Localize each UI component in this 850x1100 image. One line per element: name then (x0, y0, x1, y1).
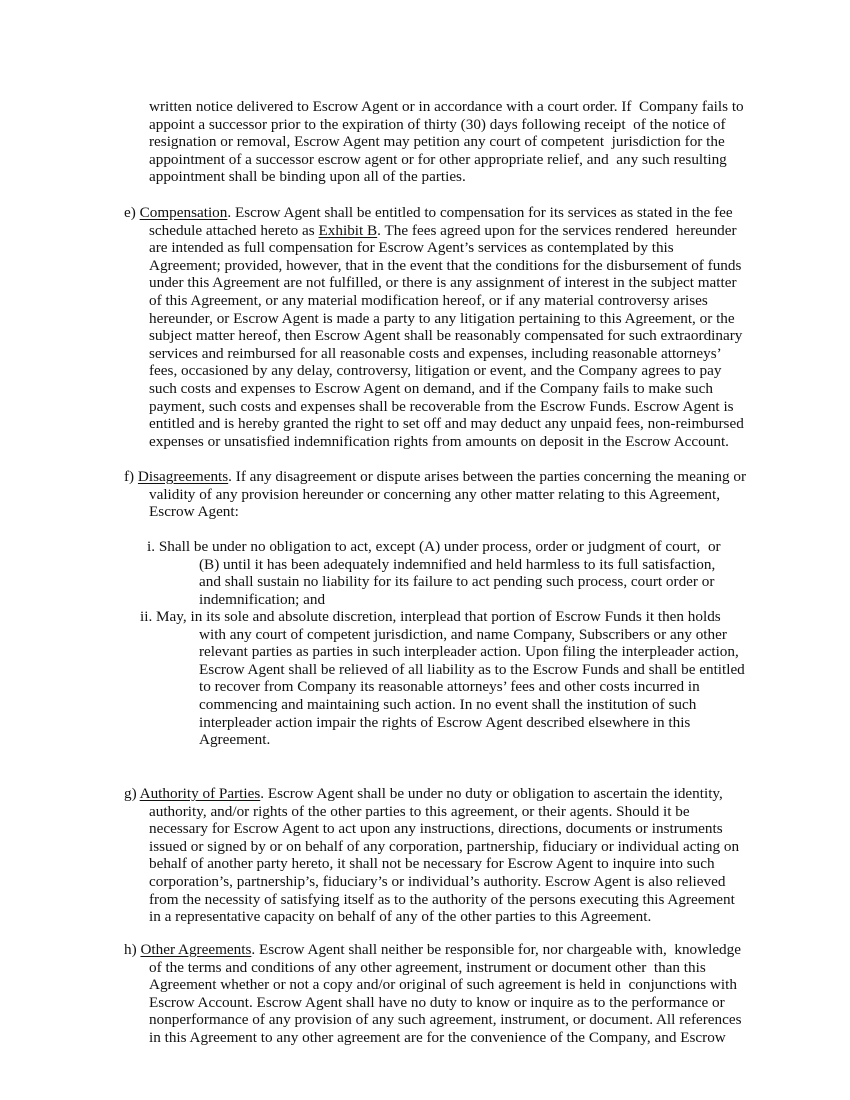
text-line: nonperformance of any provision of any such agreement, instrument, or document. All references (149, 1011, 742, 1029)
text-segment: schedule attached hereto as (149, 221, 319, 239)
text-line: and shall sustain no liability for its failure to act pending such process, court order or (199, 573, 715, 591)
text-line: from the necessity of satisfying itself as to the authority of the persons executing this Agreement (149, 890, 735, 908)
text-line: resignation or removal, Escrow Agent may petition any court of competent jurisdiction for the (149, 133, 725, 151)
section-heading: Other Agreements (140, 941, 252, 958)
section-first-line (124, 468, 746, 486)
subitem-label: i. (147, 538, 156, 555)
text-line: of the terms and conditions of any other agreement, instrument or document other than this (149, 958, 706, 976)
text-line: interpleader action impair the rights of Escrow Agent described elsewhere in this (199, 713, 691, 731)
text-line: issued or signed by or on behalf of any corporation, partnership, fiduciary or individual acting on (149, 837, 740, 855)
section-first-line (124, 204, 733, 222)
subitem-text: May, in its sole and absolute discretion, interplead that portion of Escrow Funds it then holds (156, 608, 721, 625)
text-line: validity of any provision hereunder or concerning any other matter relating to this Agreement, (149, 485, 721, 503)
text-line: Agreement whether or not a copy and/or original of such agreement is held in conjunctions with (149, 976, 737, 994)
section-label: g) (124, 785, 137, 802)
text-line: Escrow Agent shall be relieved of all liability as to the Escrow Funds and shall be entitled (199, 660, 745, 678)
section-heading: Compensation (139, 204, 228, 221)
subitem-text: Shall be under no obligation to act, except (A) under process, order or judgment of court, or (158, 538, 721, 555)
text-line: Escrow Account. Escrow Agent shall have no duty to know or inquire as to the performance or (149, 993, 725, 1011)
text-line: such costs and expenses to Escrow Agent on demand, and if the Company fails to make such (149, 380, 713, 397)
subitem-label: ii. (140, 608, 153, 625)
text-line: indemnification; and (199, 590, 326, 608)
text-line: appointment of a successor escrow agent or for other appropriate relief, and any such resulting (149, 150, 727, 168)
text-line: authority, and/or rights of the other parties to this agreement, or their agents. Should it be (149, 802, 690, 820)
exhibit-reference: Exhibit B (318, 221, 378, 239)
text-line: with any court of competent jurisdiction, and name Company, Subscribers or any other (199, 625, 727, 643)
text-line: written notice delivered to Escrow Agent or in accordance with a court order. If Company fails to (149, 98, 744, 115)
text-line: appointment shall be binding upon all of the parties. (149, 168, 466, 186)
section-label: h) (124, 941, 137, 958)
text-line: Agreement. (199, 731, 271, 749)
section-label: f) (124, 468, 135, 485)
text-line: subject matter hereof, then Escrow Agent shall be reasonably compensated for such extraordinary (149, 327, 743, 345)
text-line: Agreement; provided, however, that in the event that the conditions for the disbursement of funds (149, 256, 742, 274)
subitem-first-line (140, 608, 721, 626)
text-line: Escrow Agent: (149, 503, 239, 521)
text-line: to recover from Company its reasonable attorneys’ fees and other costs incurred in (199, 678, 700, 696)
subitem-first-line (147, 538, 721, 556)
text-line: of this Agreement, or any material modification hereof, or if any material controversy arises (149, 292, 708, 309)
text-line: payment, such costs and expenses shall be recoverable from the Escrow Funds. Escrow Agent is (149, 397, 734, 415)
section-heading: Disagreements (137, 468, 229, 485)
text-line: corporation’s, partnership’s, fiduciary’s or individual’s authority. Escrow Agent is also relieved (149, 873, 726, 890)
text-line: fees, occasioned by any delay, controversy, litigation or event, and the Company agrees to pay (149, 362, 722, 380)
section-label: e) (124, 204, 136, 221)
section-first-line (124, 941, 741, 959)
text-line: (B) until it has been adequately indemnified and held harmless to its full satisfaction, (199, 555, 716, 573)
section-text: . If any disagreement or dispute arises between the parties concerning the meaning or (228, 468, 747, 485)
text-line: appoint a successor prior to the expiration of thirty (30) days following receipt of the notice of (149, 115, 726, 133)
text-line: in a representative capacity on behalf of any of the other parties to this Agreement. (149, 908, 652, 926)
section-text: . Escrow Agent shall be entitled to compensation for its services as stated in the fee (227, 204, 733, 221)
text-line (149, 222, 737, 240)
text-line: behalf of another party hereto, it shall not be necessary for Escrow Agent to inquire into such (149, 855, 715, 873)
text-line: in this Agreement to any other agreement are for the convenience of the Company, and Escrow (149, 1029, 726, 1046)
text-line: are intended as full compensation for Escrow Agent’s services as contemplated by this (149, 239, 674, 257)
text-segment: . The fees agreed upon for the services rendered hereunder (377, 221, 737, 239)
section-heading: Authority of Parties (139, 785, 261, 802)
section-text: . Escrow Agent shall be under no duty or obligation to ascertain the identity, (260, 785, 723, 802)
text-line: necessary for Escrow Agent to act upon any instructions, directions, documents or instruments (149, 820, 723, 838)
text-line: hereunder, or Escrow Agent is made a party to any litigation pertaining to this Agreement, or the (149, 309, 735, 327)
text-line: entitled and is hereby granted the right to set off and may deduct any unpaid fees, non-reimbursed (149, 415, 744, 433)
section-first-line (124, 785, 723, 803)
text-line: services and reimbursed for all reasonable costs and expenses, including reasonable attorneys’ (149, 344, 722, 362)
text-line: under this Agreement are not fulfilled, or there is any assignment of interest in the subject matter (149, 274, 737, 292)
section-text: . Escrow Agent shall neither be responsible for, nor chargeable with, knowledge (251, 941, 741, 958)
text-line: relevant parties as parties in such interpleader action. Upon filing the interpleader action, (199, 643, 739, 661)
text-line: expenses or unsatisfied indemnification rights from amounts on deposit in the Escrow Account. (149, 432, 729, 450)
text-line: commencing and maintaining such action. In no event shall the institution of such (199, 696, 697, 713)
